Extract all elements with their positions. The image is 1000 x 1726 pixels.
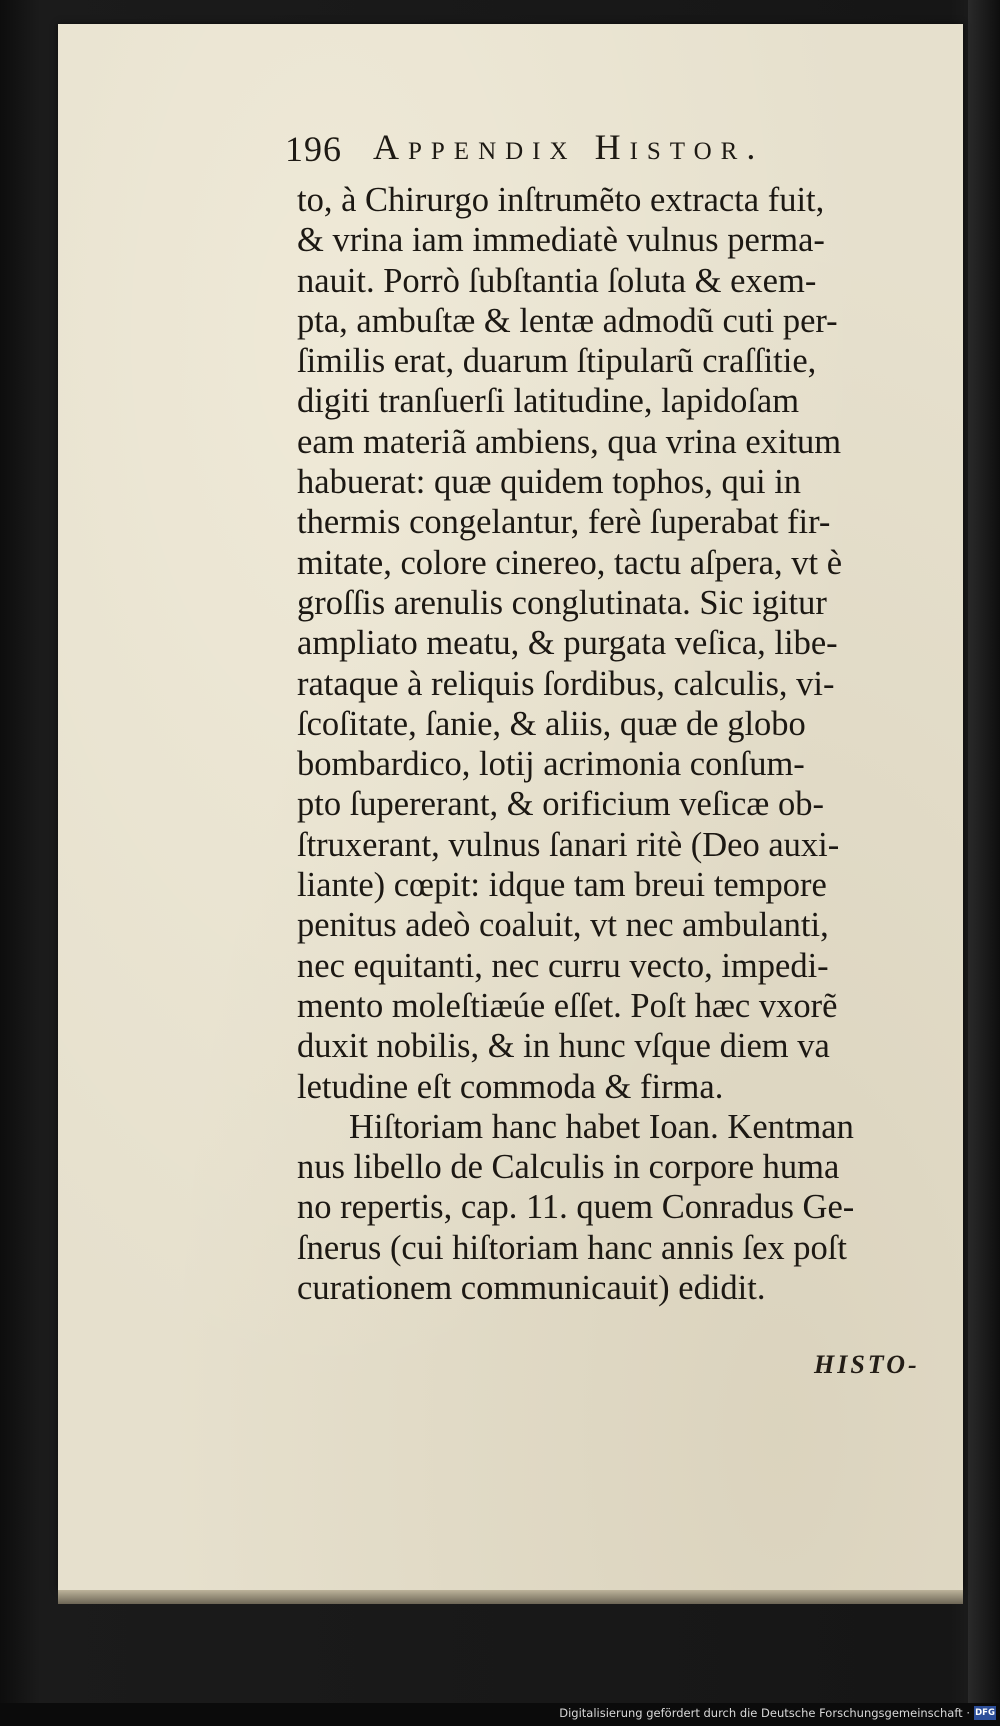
text-line: ſimilis erat, duarum ſtipularũ craſſitie,	[297, 342, 817, 381]
dfg-logo-icon: DFG	[975, 1708, 995, 1718]
page-bottom-edge	[58, 1590, 963, 1604]
text-line: liante) cœpit: idque tam breui tempore	[297, 866, 827, 905]
text-line: ſnerus (cui hiſtoriam hanc annis ſex poſt	[297, 1228, 847, 1267]
text-line: duxit nobilis, & in hunc vſque diem va	[297, 1027, 830, 1066]
page-number: 196	[285, 129, 342, 169]
book-spine-edge	[968, 0, 1000, 1726]
text-line: mitate, colore cinereo, tactu aſpera, vt è	[297, 543, 843, 582]
text-line: ampliato meatu, & purgata veſica, libe-	[297, 624, 838, 663]
text-line: ſcoſitate, ſanie, & aliis, quæ de globo	[297, 704, 806, 743]
text-line: penitus adeò coaluit, vt nec ambulanti,	[297, 906, 829, 945]
text-line: letudine eſt commoda & firma.	[297, 1067, 724, 1106]
text-line: Hiſtoriam hanc habet Ioan. Kentman	[349, 1107, 854, 1146]
text-line: nauit. Porrò ſubſtantia ſoluta & exem-	[297, 261, 817, 300]
text-line: to, à Chirurgo inſtrumẽto extracta fuit,	[297, 181, 825, 219]
body-text	[297, 180, 957, 1308]
text-line: nus libello de Calculis in corpore huma	[297, 1148, 840, 1187]
text-line: groſſis arenulis conglutinata. Sic igitur	[297, 583, 827, 622]
running-title: Appendix Histor.	[373, 127, 765, 167]
text-line: pto ſupererant, & orificium veſicæ ob-	[297, 785, 824, 824]
text-line: pta, ambuſtæ & lentæ admodũ cuti per-	[297, 301, 838, 340]
running-head	[285, 124, 885, 172]
text-line: rataque à reliquis ſordibus, calculis, vi-	[297, 664, 835, 703]
text-line: bombardico, lotij acrimonia conſum-	[297, 745, 805, 784]
digitization-credit: Digitalisierung gefördert durch die Deutsche Forschungsgemeinschaft ·	[559, 1706, 970, 1720]
text-line: eam materiã ambiens, qua vrina exitum	[297, 422, 842, 461]
text-line: thermis congelantur, ferè ſuperabat fir-	[297, 503, 831, 542]
catchword: HISTO-	[814, 1350, 920, 1379]
text-line: digiti tranſuerſi latitudine, lapidoſam	[297, 382, 800, 421]
text-line: no repertis, cap. 11. quem Conradus Ge-	[297, 1188, 855, 1227]
text-line: mento moleſtiæúe eſſet. Poſt hæc vxorẽ	[297, 986, 838, 1025]
text-line: curationem communicauit) edidit.	[297, 1269, 766, 1308]
text-line: ſtruxerant, vulnus ſanari ritè (Deo auxi-	[297, 825, 840, 864]
text-line: nec equitanti, nec curru vecto, impedi-	[297, 946, 829, 985]
text-line: & vrina iam immediatè vulnus perma-	[297, 221, 825, 260]
text-line: habuerat: quæ quidem tophos, qui in	[297, 463, 802, 502]
